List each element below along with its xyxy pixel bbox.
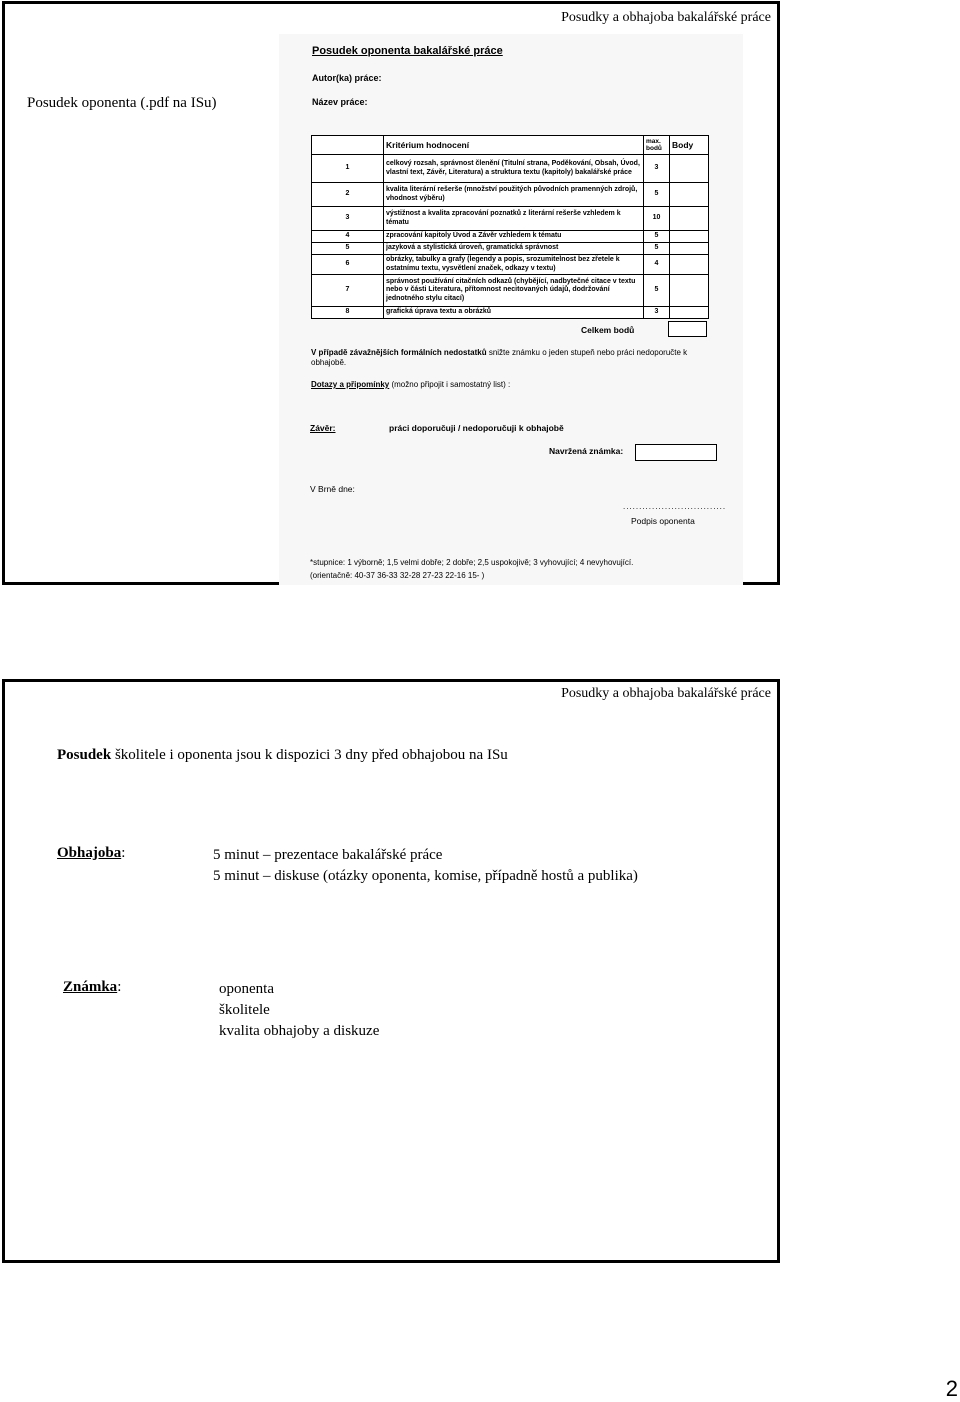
proposed-grade-label: Navržená známka: [549,446,624,456]
row-number: 3 [312,207,384,231]
criteria-table [311,135,709,319]
table-row [312,183,709,207]
row-number: 2 [312,183,384,207]
row-criterion: kvalita literární rešerše (množství použitých původních pramenných zdrojů, vhodnost výběru) [384,183,644,207]
obhajoba-label: Obhajoba [57,845,122,861]
grade-scale-points: (orientačně: 40-37 36-33 32-28 27-23 22-16 15- ) [310,571,485,580]
posudek-availability [57,747,508,764]
list-item: školitele [219,1002,270,1018]
znamka-label: Známka [63,979,118,995]
list-item: 5 minut – diskuse (otázky oponenta, komise, případně hostů a publika) [213,868,638,884]
row-number: 1 [312,155,384,183]
slide-header: Posudky a obhajoba bakalářské práce [561,686,771,701]
total-points-box[interactable] [668,321,707,337]
questions-line [311,380,510,389]
row-criterion: obrázky, tabulky a grafy (legendy a popis, srozumitelnost bez zřetele k ostatnímu textu, vysvětlení značek, odkazy v textu) [384,255,644,275]
header-no [312,136,384,155]
conclusion-value: práci doporučuji / nedoporučuji k obhajobě [389,423,564,433]
questions-label: Dotazy a připomínky [311,380,390,389]
row-points-cell[interactable] [670,207,709,231]
page-number: 2 [945,1376,958,1401]
proposed-grade-box[interactable] [635,444,717,461]
table-row [312,275,709,307]
slide-header: Posudky a obhajoba bakalářské práce [561,10,771,25]
row-points-cell[interactable] [670,275,709,307]
total-label: Celkem bodů [581,325,635,335]
posudek-bold: Posudek [57,747,112,763]
formal-note [311,348,711,368]
row-number: 8 [312,307,384,319]
row-number: 6 [312,255,384,275]
row-points-cell[interactable] [670,155,709,183]
posudek-rest: školitele i oponenta jsou k dispozici 3 dny před obhajobou na ISu [111,747,508,763]
table-row [312,231,709,243]
header-criterion: Kritérium hodnocení [384,136,644,155]
row-criterion: zpracování kapitoly Úvod a Závěr vzhledem k tématu [384,231,644,243]
grade-scale: *stupnice: 1 výborně; 1,5 velmi dobře; 2 dobře; 2,5 uspokojivě; 3 vyhovující; 4 nevyhovující. [310,558,634,567]
znamka-list [219,979,379,1042]
row-criterion: jazyková a stylistická úroveň, gramatická správnost [384,243,644,255]
formal-note-bold: V případě závažnějších formálních nedostatků [311,348,487,357]
questions-note: (možno připojit i samostatný list) : [389,380,511,389]
row-max: 4 [644,255,670,275]
slide-obhajoba [2,679,780,1263]
row-points-cell[interactable] [670,255,709,275]
obhajoba-list [213,845,638,887]
row-points-cell[interactable] [670,307,709,319]
row-criterion: výstižnost a kvalita zpracování poznatků z literární rešerše vzhledem k tématu [384,207,644,231]
row-max: 5 [644,231,670,243]
header-max: max. bodů [644,136,670,155]
header-points: Body [670,136,709,155]
row-criterion: grafická úprava textu a obrázků [384,307,644,319]
list-item: kvalita obhajoby a diskuze [219,1023,380,1039]
row-number: 5 [312,243,384,255]
author-label: Autor(ka) práce: [312,73,382,83]
row-max: 5 [644,275,670,307]
table-row [312,255,709,275]
title-label: Název práce: [312,97,368,107]
row-criterion: celkový rozsah, správnost členění (Titulní strana, Poděkování, Obsah, Úvod, vlastní text, Závěr, Literatura) a struktura textu (kapitoly) bakalářské práce [384,155,644,183]
list-item: oponenta [219,981,274,997]
form-image [279,34,743,585]
table-header-row [312,136,709,155]
row-max: 10 [644,207,670,231]
conclusion-label: Závěr: [310,423,336,433]
date-label: V Brně dne: [310,484,355,494]
table-row [312,243,709,255]
table-row [312,307,709,319]
slide-posudek-oponenta [2,1,780,585]
row-number: 4 [312,231,384,243]
row-criterion: správnost používání citačních odkazů (chybějící, nadbytečné citace v textu nebo v části Literatura, přítomnost necitovaných údajů, dodržování jednotného stylu citací) [384,275,644,307]
row-max: 3 [644,155,670,183]
znamka-label-wrap: Známka: [63,979,122,995]
slide-title: Posudek oponenta (.pdf na ISu) [27,95,217,111]
row-points-cell[interactable] [670,183,709,207]
row-max: 5 [644,183,670,207]
signature-label: Podpis oponenta [631,516,695,526]
row-max: 3 [644,307,670,319]
row-points-cell[interactable] [670,243,709,255]
row-max: 5 [644,243,670,255]
obhajoba-label-wrap: Obhajoba: [57,845,126,861]
signature-line: ................................ [623,502,727,511]
formal-note-rest: snižte známku o jeden stupeň nebo práci nedoporučte k obhajobě. [311,348,688,367]
row-points-cell[interactable] [670,231,709,243]
table-row [312,155,709,183]
table-row [312,207,709,231]
list-item: 5 minut – prezentace bakalářské práce [213,847,443,863]
row-number: 7 [312,275,384,307]
form-title: Posudek oponenta bakalářské práce [312,45,503,57]
